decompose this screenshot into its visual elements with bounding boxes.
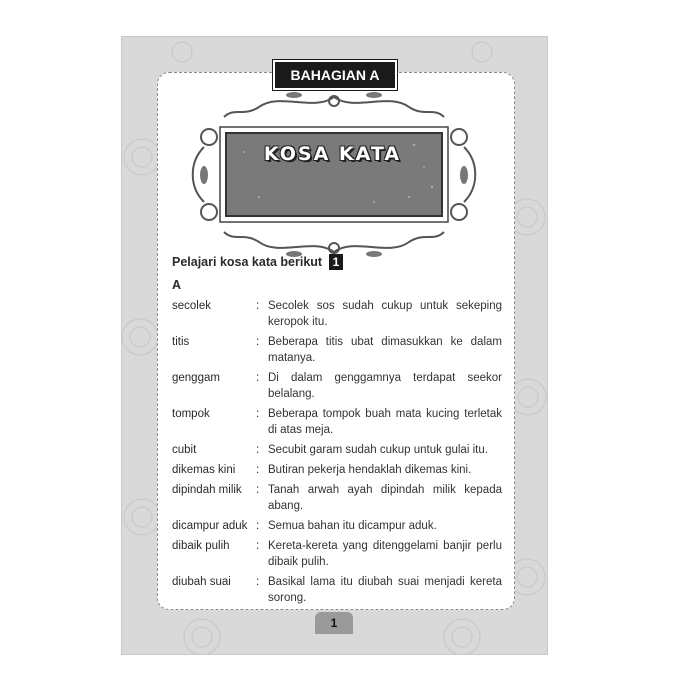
definition: Beberapa titis ubat dimasukkan ke dalam matanya. — [268, 336, 502, 364]
vocabulary-list — [172, 253, 502, 610]
definition: Secubit garam sudah cukup untuk gulai itu. — [268, 444, 488, 456]
list-item: dipindah milik : Tanah arwah ayah dipindah milik kepada abang. — [172, 484, 502, 512]
list-item: dikemas kini : Butiran pekerja hendaklah dikemas kini. — [172, 462, 502, 478]
list-item: dibaik pulih : Kereta-kereta yang ditenggelami banjir perlu dibaik pulih. — [172, 540, 502, 568]
term: secolek — [172, 300, 211, 312]
exercise-number-badge: 1 — [329, 254, 344, 270]
term: diubah suai — [172, 576, 231, 588]
term: tompok — [172, 408, 210, 420]
list-item: titis : Beberapa titis ubat dimasukkan ke dalam matanya. — [172, 336, 502, 364]
list-item: genggam : Di dalam genggamnya terdapat seekor belalang. — [172, 372, 502, 400]
term: genggam — [172, 372, 220, 384]
definition: Beberapa tompok buah mata kucing terletak di atas meja. — [268, 408, 502, 436]
definition: Butiran pekerja hendaklah dikemas kini. — [268, 464, 472, 476]
page-title: KOSA KATA — [263, 143, 402, 165]
page-number: 1 — [315, 612, 353, 634]
subsection-label: A — [172, 278, 182, 292]
section-label: BAHAGIAN A — [273, 60, 397, 90]
term: dipindah milik — [172, 484, 242, 496]
definition: Kereta-kereta yang ditenggelami banjir perlu dibaik pulih. — [268, 540, 502, 568]
term: dikemas kini — [172, 464, 236, 476]
list-item: dicampur aduk : Semua bahan itu dicampur aduk. — [172, 518, 502, 534]
term: titis — [172, 336, 190, 348]
definition: Secolek sos sudah cukup untuk sekeping keropok itu. — [268, 300, 502, 328]
book-page — [121, 36, 548, 655]
list-item: diubah suai : Basikal lama itu diubah suai menjadi kereta sorong. — [172, 576, 502, 604]
instruction-text: Pelajari kosa kata berikut — [172, 255, 323, 269]
list-item: tompok : Beberapa tompok buah mata kucing terletak di atas meja. — [172, 408, 502, 436]
definition: Tanah arwah ayah dipindah milik kepada abang. — [268, 484, 502, 512]
instruction-heading — [172, 253, 502, 271]
list-item: secolek : Secolek sos sudah cukup untuk sekeping keropok itu. — [172, 300, 502, 328]
definition: Semua bahan itu dicampur aduk. — [268, 520, 437, 532]
term: dicampur aduk — [172, 520, 248, 532]
term: dibaik pulih — [172, 540, 230, 552]
term: cubit — [172, 444, 197, 456]
list-item: cubit : Secubit garam sudah cukup untuk gulai itu. — [172, 442, 502, 458]
definition: Basikal lama itu diubah suai menjadi kereta sorong. — [268, 576, 502, 604]
definition: Di dalam genggamnya terdapat seekor belalang. — [268, 372, 502, 400]
